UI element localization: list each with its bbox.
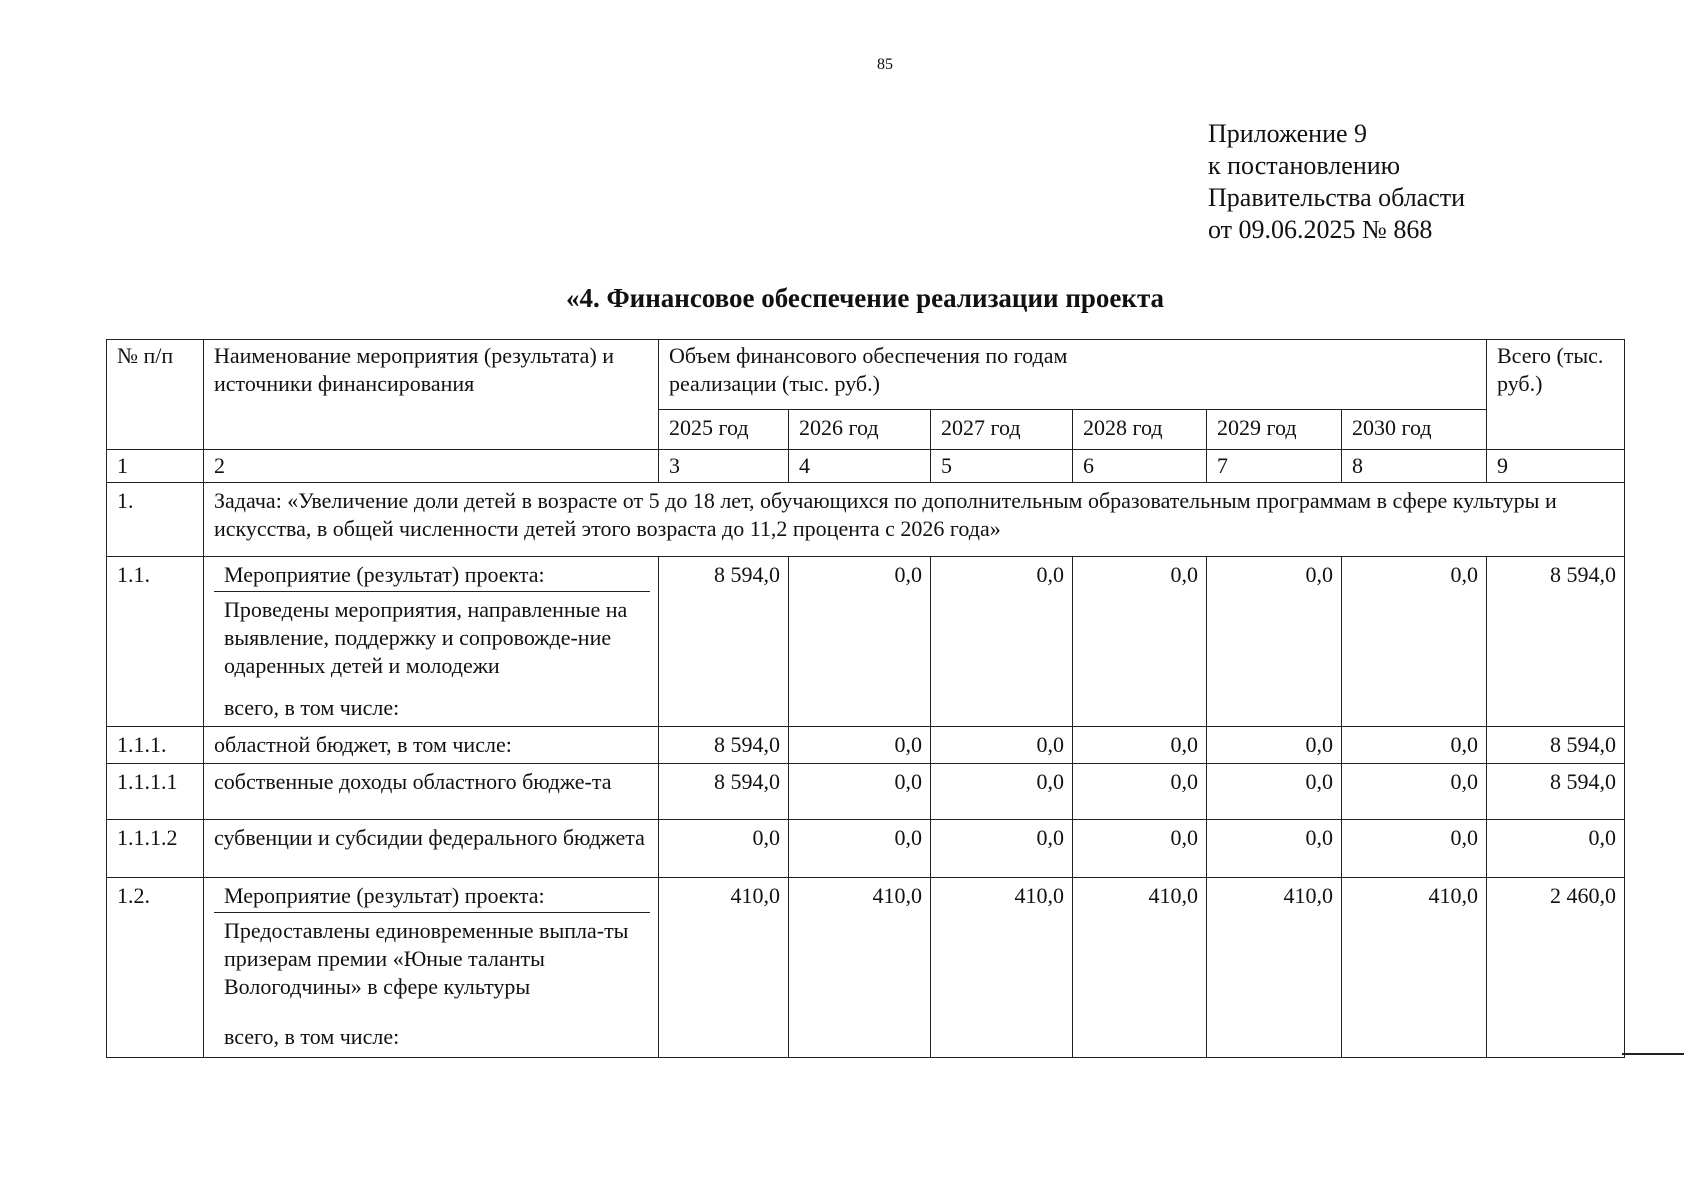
value-cell: 0,0 bbox=[1342, 820, 1487, 878]
row-tail: всего, в том числе: bbox=[224, 695, 400, 720]
section-title: «4. Финансовое обеспечение реализации проекта bbox=[565, 283, 1165, 313]
value-cell: 0,0 bbox=[1073, 764, 1207, 820]
value-cell: 0,0 bbox=[1073, 557, 1207, 727]
header-row bbox=[107, 340, 1625, 410]
row-num: 1.1. bbox=[107, 557, 204, 727]
row-num: 1.1.1. bbox=[107, 727, 204, 764]
index-cell: 5 bbox=[931, 450, 1073, 483]
value-cell: 0,0 bbox=[1342, 727, 1487, 764]
header-year: 2027 год bbox=[931, 410, 1073, 450]
value-cell: 0,0 bbox=[1207, 820, 1342, 878]
value-cell: 8 594,0 bbox=[659, 764, 789, 820]
index-cell: 3 bbox=[659, 450, 789, 483]
header-year: 2025 год bbox=[659, 410, 789, 450]
table-continuation-line bbox=[1622, 1053, 1684, 1055]
total-cell: 8 594,0 bbox=[1487, 764, 1625, 820]
appendix-line-1: Приложение 9 bbox=[1208, 119, 1368, 148]
value-cell: 0,0 bbox=[1073, 820, 1207, 878]
header-year: 2026 год bbox=[789, 410, 931, 450]
value-cell: 0,0 bbox=[931, 764, 1073, 820]
value-cell: 0,0 bbox=[1207, 727, 1342, 764]
header-year: 2028 год bbox=[1073, 410, 1207, 450]
header-year: 2029 год bbox=[1207, 410, 1342, 450]
task-text: Задача: «Увеличение доли детей в возрасте от 5 до 18 лет, обучающихся по дополнительным образовательным программам в сфере культуры и искусства, в общей численности детей этого возраста до 11,2 процента с 2026 года» bbox=[204, 483, 1625, 557]
value-cell: 0,0 bbox=[931, 557, 1073, 727]
value-cell: 0,0 bbox=[789, 727, 931, 764]
header-total: Всего (тыс. руб.) bbox=[1487, 340, 1625, 450]
row-detail-block bbox=[214, 592, 650, 724]
value-cell: 0,0 bbox=[1342, 764, 1487, 820]
value-cell: 0,0 bbox=[1207, 557, 1342, 727]
row-num: 1.1.1.2 bbox=[107, 820, 204, 878]
row-label: собственные доходы областного бюдже-та bbox=[204, 764, 659, 820]
task-num: 1. bbox=[107, 483, 204, 557]
row-detail-block bbox=[214, 913, 650, 1053]
row-detail: Предоставлены единовременные выпла-ты призерам премии «Юные таланты Вологодчины» в сфере культуры bbox=[224, 918, 629, 999]
appendix-line-3: Правительства области bbox=[1208, 183, 1466, 212]
value-cell: 0,0 bbox=[659, 820, 789, 878]
value-cell: 410,0 bbox=[1342, 878, 1487, 1058]
table-row bbox=[107, 820, 1625, 878]
row-name bbox=[204, 878, 659, 1058]
value-cell: 0,0 bbox=[789, 764, 931, 820]
appendix-block bbox=[1208, 118, 1465, 246]
value-cell: 0,0 bbox=[789, 820, 931, 878]
value-cell: 0,0 bbox=[931, 727, 1073, 764]
total-cell: 8 594,0 bbox=[1487, 557, 1625, 727]
value-cell: 410,0 bbox=[931, 878, 1073, 1058]
index-cell: 1 bbox=[107, 450, 204, 483]
value-cell: 0,0 bbox=[1342, 557, 1487, 727]
total-cell: 2 460,0 bbox=[1487, 878, 1625, 1058]
table-row bbox=[107, 557, 1625, 727]
value-cell: 410,0 bbox=[789, 878, 931, 1058]
appendix-line-4: от 09.06.2025 № 868 bbox=[1208, 215, 1433, 244]
header-year: 2030 год bbox=[1342, 410, 1487, 450]
total-cell: 0,0 bbox=[1487, 820, 1625, 878]
value-cell: 410,0 bbox=[659, 878, 789, 1058]
table-row bbox=[107, 764, 1625, 820]
header-num: № п/п bbox=[107, 340, 204, 450]
value-cell: 0,0 bbox=[1207, 764, 1342, 820]
value-cell: 0,0 bbox=[931, 820, 1073, 878]
header-name: Наименование мероприятия (результата) и источники финансирования bbox=[204, 340, 659, 450]
index-cell: 7 bbox=[1207, 450, 1342, 483]
table-row bbox=[107, 727, 1625, 764]
task-row bbox=[107, 483, 1625, 557]
row-name bbox=[204, 557, 659, 727]
index-cell: 8 bbox=[1342, 450, 1487, 483]
total-cell: 8 594,0 bbox=[1487, 727, 1625, 764]
financing-table bbox=[106, 339, 1625, 1058]
value-cell: 0,0 bbox=[789, 557, 931, 727]
appendix-line-2: к постановлению bbox=[1208, 151, 1401, 180]
index-cell: 6 bbox=[1073, 450, 1207, 483]
index-cell: 2 bbox=[204, 450, 659, 483]
row-label: Мероприятие (результат) проекта: bbox=[214, 559, 650, 592]
value-cell: 410,0 bbox=[1207, 878, 1342, 1058]
row-num: 1.2. bbox=[107, 878, 204, 1058]
row-label: субвенции и субсидии федерального бюджета bbox=[204, 820, 659, 878]
index-cell: 4 bbox=[789, 450, 931, 483]
value-cell: 0,0 bbox=[1073, 727, 1207, 764]
index-row bbox=[107, 450, 1625, 483]
row-label: областной бюджет, в том числе: bbox=[204, 727, 659, 764]
row-num: 1.1.1.1 bbox=[107, 764, 204, 820]
header-volume bbox=[659, 340, 1487, 410]
table-row bbox=[107, 878, 1625, 1058]
row-detail: Проведены мероприятия, направленные на выявление, поддержку и сопровожде-ние одаренных детей и молодежи bbox=[224, 597, 628, 678]
value-cell: 410,0 bbox=[1073, 878, 1207, 1058]
value-cell: 8 594,0 bbox=[659, 557, 789, 727]
value-cell: 8 594,0 bbox=[659, 727, 789, 764]
page-number: 85 bbox=[877, 56, 893, 73]
index-cell: 9 bbox=[1487, 450, 1625, 483]
row-label: Мероприятие (результат) проекта: bbox=[214, 880, 650, 913]
row-tail: всего, в том числе: bbox=[224, 1024, 400, 1049]
header-volume-text: Объем финансового обеспечения по годам реализации (тыс. руб.) bbox=[669, 343, 1068, 396]
